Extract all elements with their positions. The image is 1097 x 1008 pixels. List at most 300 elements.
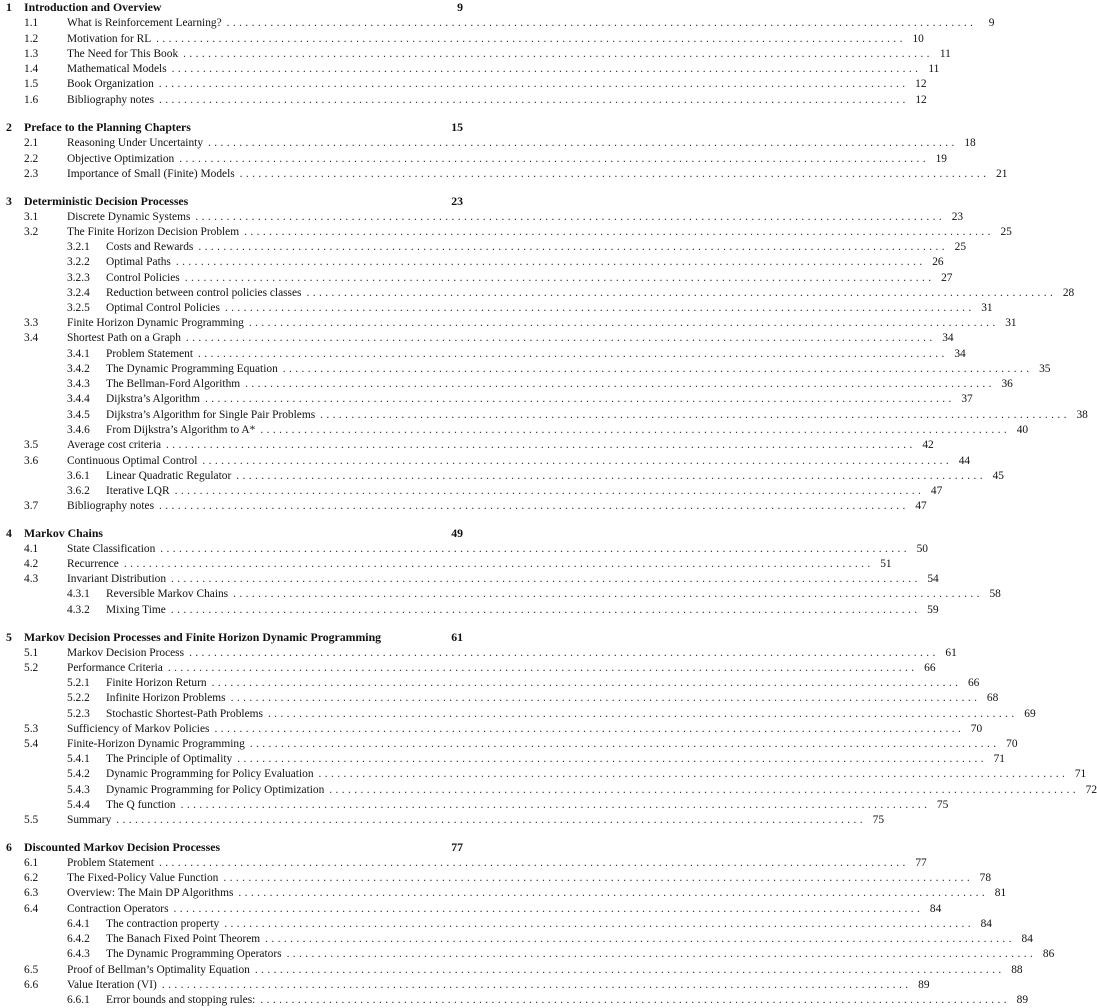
toc-entry-number: 6.4 (24, 903, 39, 915)
toc-dot-leader: ........................................................................................................................ (166, 439, 916, 451)
toc-entry-title: Iterative LQR (106, 485, 170, 497)
toc-entry-title: Infinite Horizon Problems (106, 692, 226, 704)
toc-entry-title: Dynamic Programming for Policy Optimization (106, 784, 325, 796)
toc-entry-number: 5.5 (24, 814, 39, 826)
toc-subsection-row[interactable] (0, 917, 992, 932)
toc-entry-number: 2.2 (24, 153, 39, 165)
toc-entry-number: 6.6.1 (67, 994, 90, 1006)
toc-dot-leader: ........................................................................................................................ (233, 588, 983, 600)
toc-entry-number: 6.6 (24, 979, 39, 991)
toc-chapter-row[interactable] (0, 120, 489, 135)
toc-entry-title: Motivation for RL (67, 33, 152, 45)
toc-entry-title: From Dijkstra’s Algorithm to A* (106, 424, 256, 436)
toc-entry-title: Overview: The Main DP Algorithms (67, 887, 234, 899)
toc-entry-page-number: 51 (880, 558, 892, 570)
toc-dot-leader: ........................................................................................................................ (239, 168, 990, 180)
toc-dot-leader: ........................................................................................................................ (179, 153, 929, 165)
toc-entry-number: 2 (6, 120, 12, 134)
toc-entry-title: Summary (67, 814, 112, 826)
toc-entry-number: 2.1 (24, 137, 39, 149)
toc-dot-leader: ........................................................................................................................ (202, 455, 953, 467)
toc-section-row[interactable] (0, 454, 971, 469)
toc-entry-page-number: 9 (457, 0, 463, 14)
toc-dot-leader: ........................................................................................................................ (198, 241, 949, 253)
toc-entry-number: 6.4.2 (67, 933, 90, 945)
toc-entry-title: Discounted Markov Decision Processes (24, 840, 221, 854)
toc-dot-leader: ........................................................................................................................ (167, 662, 918, 674)
toc-entry-title: What is Reinforcement Learning? (67, 17, 222, 29)
toc-entry-title: Optimal Control Policies (106, 302, 220, 314)
toc-entry-number: 6.3 (24, 887, 39, 899)
toc-entry-page-number: 19 (935, 153, 947, 165)
toc-entry-title: Discrete Dynamic Systems (67, 211, 191, 223)
toc-subsection-row[interactable] (0, 484, 943, 499)
toc-section-row[interactable] (0, 16, 995, 31)
toc-dot-leader: ........................................................................................................................ (318, 768, 1069, 780)
toc-subsection-row[interactable] (0, 798, 949, 813)
toc-entry-title: The Dynamic Programming Operators (106, 948, 282, 960)
toc-entry-title: Markov Decision Process (67, 647, 185, 659)
toc-entry-title: Reduction between control policies classes (106, 287, 302, 299)
toc-entry-title: Continuous Optimal Control (67, 455, 198, 467)
toc-entry-number: 5.4.2 (67, 768, 90, 780)
toc-entry-page-number: 75 (936, 799, 949, 811)
toc-entry-title: Deterministic Decision Processes (24, 194, 189, 208)
toc-dot-leader: ........................................................................................................................ (223, 872, 974, 884)
toc-entry-number: 5.4.3 (67, 784, 90, 796)
toc-dot-leader: ........................................................................................................................ (183, 48, 933, 60)
toc-entry-page-number: 25 (954, 241, 967, 253)
toc-dot-leader: ........................................................................................................................ (265, 933, 1015, 945)
toc-section-row[interactable] (0, 331, 954, 346)
toc-entry-page-number: 77 (915, 857, 927, 869)
toc-entry-page-number: 31 (981, 302, 993, 314)
toc-entry-page-number: 31 (1005, 317, 1017, 329)
toc-entry-title: Control Policies (106, 272, 180, 284)
toc-entry-title: Dynamic Programming for Policy Evaluation (106, 768, 314, 780)
toc-entry-page-number: 12 (915, 94, 927, 106)
toc-entry-number: 3.3 (24, 317, 39, 329)
toc-section-row[interactable] (0, 316, 1017, 331)
toc-entry-number: 2.3 (24, 168, 39, 180)
toc-section-row[interactable] (0, 963, 1023, 978)
toc-entry-page-number: 35 (1039, 363, 1051, 375)
toc-chapter-row[interactable] (0, 840, 489, 855)
toc-dot-leader: ........................................................................................................................ (173, 903, 924, 915)
toc-entry-page-number: 84 (1021, 933, 1033, 945)
toc-section-row[interactable] (0, 152, 947, 167)
toc-entry-page-number: 54 (927, 573, 939, 585)
toc-entry-number: 4.1 (24, 543, 39, 555)
toc-entry-title: Book Organization (67, 78, 154, 90)
toc-entry-title: Problem Statement (106, 348, 193, 360)
toc-entry-number: 5.3 (24, 723, 39, 735)
toc-entry-page-number: 44 (958, 455, 971, 467)
toc-entry-page-number: 34 (942, 332, 954, 344)
toc-entry-page-number: 72 (1085, 784, 1097, 796)
toc-dot-leader: ........................................................................................................................ (244, 226, 994, 238)
toc-dot-leader: ........................................................................................................................ (189, 647, 939, 659)
toc-dot-leader: ........................................................................................................................ (282, 363, 1033, 375)
toc-entry-page-number: 11 (939, 48, 951, 60)
toc-entry-title: Mixing Time (106, 604, 166, 616)
toc-entry-number: 5.2.1 (67, 677, 90, 689)
toc-dot-leader: ........................................................................................................................ (245, 378, 995, 390)
toc-entry-page-number: 26 (932, 256, 944, 268)
toc-entry-number: 5.4 (24, 738, 39, 750)
toc-dot-leader: ........................................................................................................................ (224, 918, 974, 930)
toc-entry-number: 4.2 (24, 558, 39, 570)
toc-entry-number: 5.2.2 (67, 692, 90, 704)
toc-entry-title: Introduction and Overview (24, 0, 162, 14)
toc-subsection-row[interactable] (0, 271, 953, 286)
toc-entry-title: Reasoning Under Uncertainty (67, 137, 204, 149)
toc-dot-leader: ........................................................................................................................ (329, 784, 1080, 796)
toc-entry-number: 4.3 (24, 573, 39, 585)
toc-subsection-row[interactable] (0, 932, 1033, 947)
toc-entry-title: Recurrence (67, 558, 119, 570)
toc-entry-title: Markov Decision Processes and Finite Horizon Dynamic Programming (24, 630, 382, 644)
toc-section-row[interactable] (0, 557, 892, 572)
toc-entry-page-number: 23 (951, 211, 964, 223)
toc-entry-page-number: 59 (927, 604, 939, 616)
toc-entry-page-number: 89 (918, 979, 930, 991)
toc-section-row[interactable] (0, 438, 934, 453)
toc-dot-leader: ........................................................................................................................ (236, 470, 986, 482)
toc-dot-leader: ........................................................................................................................ (161, 979, 912, 991)
toc-dot-leader: ........................................................................................................................ (211, 677, 962, 689)
toc-entry-number: 3.4.6 (67, 424, 90, 436)
toc-entry-title: Contraction Operators (67, 903, 169, 915)
toc-entry-page-number: 37 (961, 393, 973, 405)
toc-entry-number: 3.6.2 (67, 485, 90, 497)
toc-entry-page-number: 10 (912, 33, 924, 45)
toc-entry-number: 1.3 (24, 48, 39, 60)
toc-subsection-row[interactable] (0, 947, 1055, 962)
toc-dot-leader: ........................................................................................................................ (306, 287, 1057, 299)
toc-entry-number: 3.1 (24, 211, 39, 223)
toc-entry-number: 3 (6, 194, 12, 208)
toc-entry-page-number: 70 (970, 723, 983, 735)
toc-chapter-row[interactable] (0, 630, 489, 645)
toc-entry-title: Performance Criteria (67, 662, 163, 674)
toc-entry-title: The Bellman-Ford Algorithm (106, 378, 241, 390)
toc-entry-number: 3.2.5 (67, 302, 90, 314)
toc-entry-title: State Classification (67, 543, 156, 555)
toc-section-row[interactable] (0, 210, 964, 225)
toc-entry-page-number: 40 (1016, 424, 1029, 436)
toc-entry-title: Linear Quadratic Regulator (106, 470, 232, 482)
toc-entry-title: The contraction property (106, 918, 220, 930)
toc-section-row[interactable] (0, 93, 927, 108)
toc-subsection-row[interactable] (0, 255, 944, 270)
toc-entry-page-number: 50 (916, 543, 928, 555)
toc-chapter-row[interactable] (0, 526, 489, 541)
toc-entry-page-number: 9 (988, 17, 995, 29)
toc-entry-page-number: 84 (980, 918, 992, 930)
toc-subsection-row[interactable] (0, 408, 1088, 423)
toc-entry-page-number: 88 (1011, 964, 1023, 976)
toc-entry-number: 3.4.4 (67, 393, 90, 405)
toc-dot-leader: ........................................................................................................................ (224, 302, 975, 314)
toc-entry-page-number: 38 (1076, 409, 1088, 421)
toc-entry-number: 6.5 (24, 964, 39, 976)
toc-entry-title: The Dynamic Programming Equation (106, 363, 278, 375)
toc-section-row[interactable] (0, 902, 942, 917)
toc-subsection-row[interactable] (0, 676, 980, 691)
toc-section-row[interactable] (0, 225, 1012, 240)
toc-subsection-row[interactable] (0, 301, 993, 316)
toc-entry-number: 5.2 (24, 662, 39, 674)
toc-dot-leader: ........................................................................................................................ (174, 485, 925, 497)
toc-entry-page-number: 58 (989, 588, 1001, 600)
toc-entry-page-number: 61 (451, 630, 463, 644)
toc-dot-leader: ........................................................................................................................ (198, 348, 948, 360)
toc-dot-leader: ........................................................................................................................ (204, 393, 955, 405)
toc-entry-title: Optimal Paths (106, 256, 171, 268)
toc-entry-page-number: 81 (994, 887, 1007, 899)
toc-section-row[interactable] (0, 978, 930, 993)
toc-entry-title: The Need for This Book (67, 48, 179, 60)
toc-section-row[interactable] (0, 542, 928, 557)
toc-entry-page-number: 69 (1024, 708, 1036, 720)
toc-entry-page-number: 84 (929, 903, 942, 915)
toc-entry-page-number: 23 (451, 194, 463, 208)
toc-entry-number: 4.3.2 (67, 604, 90, 616)
toc-section-row[interactable] (0, 856, 927, 871)
toc-dot-leader: ........................................................................................................................ (249, 738, 1000, 750)
toc-entry-number: 5 (6, 630, 12, 644)
toc-entry-number: 6.1 (24, 857, 39, 869)
toc-entry-number: 3.4 (24, 332, 39, 344)
toc-section-row[interactable] (0, 871, 992, 886)
toc-entry-number: 3.4.5 (67, 409, 90, 421)
toc-entry-page-number: 61 (945, 647, 957, 659)
toc-entry-page-number: 49 (451, 526, 463, 540)
toc-entry-title: Finite Horizon Dynamic Programming (67, 317, 244, 329)
toc-entry-page-number: 75 (872, 814, 885, 826)
toc-section-row[interactable] (0, 499, 927, 514)
toc-entry-title: Value Iteration (VI) (67, 979, 157, 991)
toc-dot-leader: ........................................................................................................................ (175, 256, 926, 268)
toc-subsection-row[interactable] (0, 767, 1087, 782)
toc-dot-leader: ........................................................................................................................ (180, 799, 931, 811)
toc-section-row[interactable] (0, 722, 983, 737)
toc-entry-title: Bibliography notes (67, 500, 155, 512)
toc-entry-number: 3.7 (24, 500, 39, 512)
toc-section-row[interactable] (0, 136, 976, 151)
toc-entry-page-number: 66 (924, 662, 936, 674)
toc-subsection-row[interactable] (0, 783, 1097, 798)
toc-section-row[interactable] (0, 47, 951, 62)
toc-entry-title: Shortest Path on a Graph (67, 332, 181, 344)
toc-subsection-row[interactable] (0, 392, 973, 407)
toc-entry-number: 3.4.3 (67, 378, 90, 390)
toc-section-row[interactable] (0, 661, 936, 676)
toc-entry-title: Problem Statement (67, 857, 154, 869)
toc-entry-title: The Banach Fixed Point Theorem (106, 933, 261, 945)
toc-entry-page-number: 78 (979, 872, 992, 884)
toc-entry-number: 1.6 (24, 94, 39, 106)
toc-entry-number: 3.4.2 (67, 363, 90, 375)
toc-entry-number: 4.3.1 (67, 588, 90, 600)
toc-dot-leader: ........................................................................................................................ (116, 814, 867, 826)
toc-entry-page-number: 86 (1042, 948, 1055, 960)
toc-entry-number: 3.2.1 (67, 241, 90, 253)
toc-entry-title: The Q function (106, 799, 176, 811)
toc-subsection-row[interactable] (0, 347, 966, 362)
toc-entry-number: 5.1 (24, 647, 39, 659)
toc-section-row[interactable] (0, 737, 1018, 752)
toc-entry-page-number: 11 (928, 63, 940, 75)
toc-entry-number: 5.2.3 (67, 708, 90, 720)
toc-dot-leader: ........................................................................................................................ (184, 272, 935, 284)
toc-dot-leader: ........................................................................................................................ (185, 332, 936, 344)
toc-entry-title: Markov Chains (24, 526, 103, 540)
toc-section-row[interactable] (0, 886, 1007, 901)
toc-entry-title: Sufficiency of Markov Policies (67, 723, 210, 735)
toc-entry-title: Invariant Distribution (67, 573, 167, 585)
toc-chapter-row[interactable] (0, 194, 489, 209)
toc-entry-title: Reversible Markov Chains (106, 588, 229, 600)
toc-section-row[interactable] (0, 813, 885, 828)
toc-entry-number: 1.1 (24, 17, 39, 29)
toc-subsection-row[interactable] (0, 286, 1075, 301)
toc-dot-leader: ........................................................................................................................ (160, 543, 910, 555)
toc-entry-title: Dijkstra’s Algorithm for Single Pair Problems (106, 409, 316, 421)
toc-entry-title: Importance of Small (Finite) Models (67, 168, 235, 180)
toc-entry-title: Average cost criteria (67, 439, 162, 451)
toc-entry-number: 1.5 (24, 78, 39, 90)
toc-section-row[interactable] (0, 62, 940, 77)
toc-entry-number: 3.2.4 (67, 287, 90, 299)
toc-entry-page-number: 12 (915, 78, 927, 90)
toc-dot-leader: ........................................................................................................................ (248, 317, 999, 329)
toc-entry-page-number: 27 (941, 272, 953, 284)
toc-entry-title: The Fixed-Policy Value Function (67, 872, 219, 884)
toc-entry-page-number: 66 (967, 677, 980, 689)
toc-entry-title: Finite Horizon Return (106, 677, 207, 689)
toc-entry-number: 3.4.1 (67, 348, 90, 360)
toc-dot-leader: ........................................................................................................................ (286, 948, 1037, 960)
toc-entry-page-number: 28 (1062, 287, 1075, 299)
toc-entry-title: The Principle of Optimality (106, 753, 233, 765)
toc-entry-title: Mathematical Models (67, 63, 167, 75)
toc-subsection-row[interactable] (0, 691, 999, 706)
toc-entry-page-number: 70 (1006, 738, 1018, 750)
toc-subsection-row[interactable] (0, 362, 1051, 377)
toc-entry-number: 5.4.1 (67, 753, 90, 765)
toc-dot-leader: ........................................................................................................................ (260, 424, 1011, 436)
toc-dot-leader: ........................................................................................................................ (159, 857, 909, 869)
toc-subsection-row[interactable] (0, 423, 1029, 438)
toc-entry-number: 3.2.3 (67, 272, 90, 284)
toc-entry-number: 1 (6, 0, 12, 14)
toc-section-row[interactable] (0, 572, 939, 587)
toc-entry-title: The Finite Horizon Decision Problem (67, 226, 240, 238)
toc-entry-page-number: 21 (996, 168, 1008, 180)
toc-dot-leader: ........................................................................................................................ (195, 211, 946, 223)
toc-subsection-row[interactable] (0, 240, 967, 255)
toc-entry-number: 1.2 (24, 33, 39, 45)
toc-entry-number: 4 (6, 526, 12, 540)
toc-entry-page-number: 68 (986, 692, 999, 704)
toc-dot-leader: ........................................................................................................................ (237, 753, 987, 765)
toc-dot-leader: ........................................................................................................................ (230, 692, 981, 704)
toc-entry-title: Error bounds and stopping rules: (106, 994, 256, 1006)
toc-entry-number: 5.4.4 (67, 799, 90, 811)
toc-dot-leader: ........................................................................................................................ (159, 94, 909, 106)
toc-section-row[interactable] (0, 77, 927, 92)
toc-subsection-row[interactable] (0, 469, 1004, 484)
toc-entry-page-number: 71 (993, 753, 1005, 765)
toc-entry-title: Dijkstra’s Algorithm (106, 393, 200, 405)
toc-dot-leader: ........................................................................................................................ (171, 63, 922, 75)
toc-entry-number: 6.4.3 (67, 948, 90, 960)
toc-dot-leader: ........................................................................................................................ (320, 409, 1070, 421)
toc-entry-page-number: 15 (451, 120, 463, 134)
toc-dot-leader: ........................................................................................................................ (214, 723, 965, 735)
toc-entry-number: 6 (6, 840, 12, 854)
toc-entry-title: Proof of Bellman’s Optimality Equation (67, 964, 250, 976)
toc-entry-number: 3.6 (24, 455, 39, 467)
toc-dot-leader: ........................................................................................................................ (238, 887, 989, 899)
toc-subsection-row[interactable] (0, 587, 1001, 602)
toc-entry-title: Preface to the Planning Chapters (24, 120, 191, 134)
toc-entry-number: 1.4 (24, 63, 39, 75)
toc-dot-leader: ........................................................................................................................ (208, 137, 958, 149)
toc-subsection-row[interactable] (0, 603, 939, 618)
toc-dot-leader: ........................................................................................................................ (171, 573, 921, 585)
toc-entry-title: Finite-Horizon Dynamic Programming (67, 738, 245, 750)
toc-dot-leader: ........................................................................................................................ (267, 708, 1018, 720)
toc-dot-leader: ........................................................................................................................ (123, 558, 874, 570)
toc-dot-leader: ........................................................................................................................ (159, 500, 909, 512)
toc-subsection-row[interactable] (0, 993, 1029, 1008)
toc-subsection-row[interactable] (0, 377, 1013, 392)
toc-subsection-row[interactable] (0, 752, 1005, 767)
toc-section-row[interactable] (0, 167, 1008, 182)
toc-section-row[interactable] (0, 646, 957, 661)
toc-entry-page-number: 25 (1000, 226, 1012, 238)
toc-dot-leader: ........................................................................................................................ (260, 994, 1011, 1006)
toc-entry-title: Objective Optimization (67, 153, 175, 165)
toc-subsection-row[interactable] (0, 707, 1036, 722)
toc-entry-page-number: 45 (992, 470, 1004, 482)
toc-entry-number: 3.5 (24, 439, 39, 451)
toc-entry-title: Stochastic Shortest-Path Problems (106, 708, 263, 720)
toc-entry-page-number: 36 (1001, 378, 1013, 390)
toc-entry-number: 3.2 (24, 226, 39, 238)
toc-dot-leader: ........................................................................................................................ (158, 78, 909, 90)
toc-section-row[interactable] (0, 32, 924, 47)
toc-entry-number: 3.2.2 (67, 256, 90, 268)
toc-entry-page-number: 18 (964, 137, 976, 149)
toc-entry-number: 6.4.1 (67, 918, 90, 930)
toc-entry-title: Costs and Rewards (106, 241, 194, 253)
toc-dot-leader: ........................................................................................................................ (170, 604, 921, 616)
toc-entry-page-number: 71 (1074, 768, 1087, 780)
toc-dot-leader: ........................................................................................................................ (254, 964, 1005, 976)
toc-chapter-row[interactable] (0, 0, 489, 15)
toc-dot-leader: ........................................................................................................................ (156, 33, 906, 45)
toc-entry-page-number: 77 (451, 840, 463, 854)
toc-entry-page-number: 89 (1016, 994, 1029, 1006)
toc-entry-title: Bibliography notes (67, 94, 155, 106)
toc-entry-page-number: 47 (930, 485, 943, 497)
toc-entry-page-number: 42 (922, 439, 934, 451)
toc-entry-number: 3.6.1 (67, 470, 90, 482)
